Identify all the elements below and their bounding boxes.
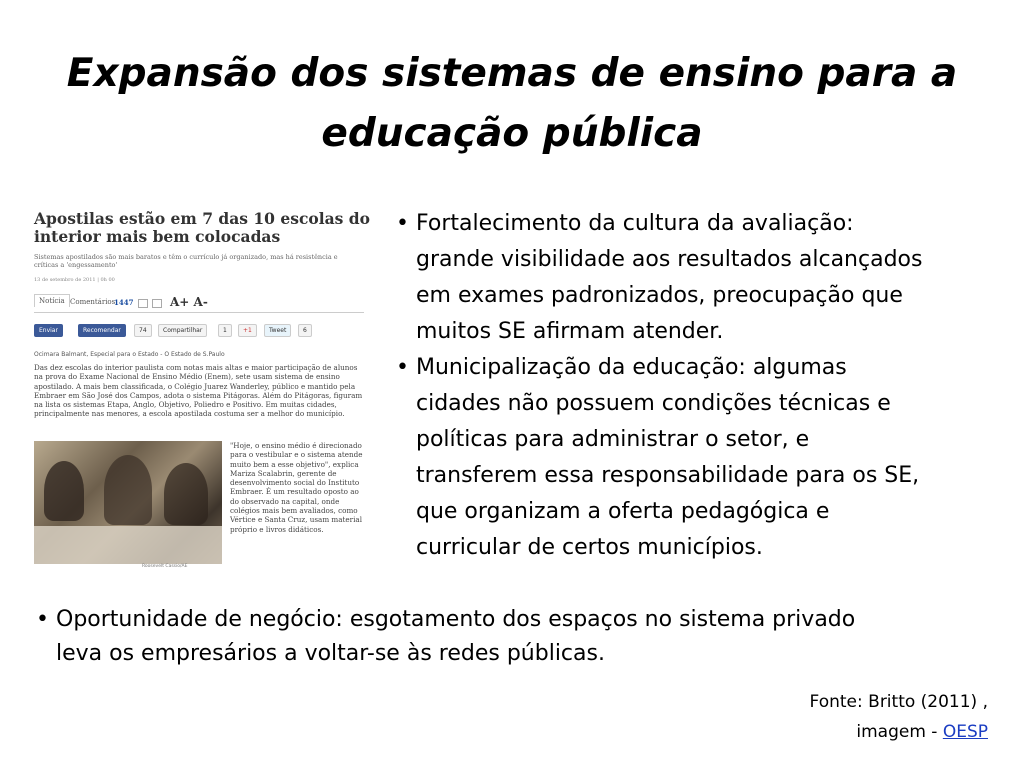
- bullet-line: Fortalecimento da cultura da avaliação:: [416, 211, 854, 236]
- bullet-business-opportunity: [32, 603, 1002, 671]
- bullet-marker: •: [396, 211, 409, 236]
- comentarios-count: 1447: [114, 298, 134, 307]
- bullet-marker: •: [396, 355, 409, 380]
- title-line-2: educação pública: [321, 111, 703, 156]
- bullet-line: curricular de certos municípios.: [416, 535, 763, 560]
- bullet-line: cidades não possuem condições técnicas e: [416, 391, 891, 416]
- clipping-subheadline: Sistemas apostilados são mais baratos e têm o currículo já organizado, mas há resistência e críticas a 'engessamento': [34, 253, 338, 269]
- clipping-body: Das dez escolas do interior paulista com notas mais altas e maior participação de alunos na prova do Exame Nacional de Ensino Médio (Enem), sete usam sistema de ensino apostilado. A mais bem classificada, o Colégio Juarez Wanderley, público e mantido pela Embraer em São José dos Campos, adota o sistema Pitágoras. Além do Pitágoras, figuram na lista os sistemas Etapa, Anglo, Objetivo, Poliedro e Positivo. Em muitas cidades, principalmente nas menores, a escola apostilada costuma ser a melhor do município.: [34, 363, 363, 419]
- clipping-headline: [34, 210, 370, 246]
- facebook-recommend-button: Recomendar: [78, 324, 126, 337]
- facebook-send-button: Enviar: [34, 324, 63, 337]
- clipping-headline-line-2: interior mais bem colocadas: [34, 227, 281, 246]
- tweet-button: Tweet: [264, 324, 291, 337]
- tab-comentarios: Comentários: [70, 298, 116, 306]
- desk: [34, 526, 222, 564]
- bullet-line: Municipalização da educação: algumas: [416, 355, 847, 380]
- source-image-prefix: imagem -: [856, 722, 943, 742]
- student-figure: [104, 455, 152, 525]
- clipping-tabs: [34, 294, 364, 313]
- bullet-line: leva os empresários a voltar-se às redes públicas.: [56, 641, 605, 666]
- bullet-municipalization: [392, 350, 1002, 566]
- bullets-right: [392, 206, 1002, 566]
- student-figure: [44, 461, 84, 521]
- tab-noticia: Notícia: [34, 294, 70, 307]
- bullet-line: transferem essa responsabilidade para os SE,: [416, 463, 920, 488]
- clipping-date: 13 de setembro de 2011 | 0h 00: [34, 277, 115, 283]
- clipping-share-bar: [34, 322, 364, 338]
- print-icon: [152, 299, 162, 308]
- bullet-line: muitos SE afirmam atender.: [416, 319, 724, 344]
- photo-caption: Roosevelt Cassio/AE: [142, 564, 188, 568]
- email-icon: [138, 299, 148, 308]
- bullet-business-body: [32, 603, 1002, 671]
- bullet-evaluation-culture: [392, 206, 1002, 350]
- students-photo: [34, 441, 222, 564]
- bullet-line: que organizam a oferta pedagógica e: [416, 499, 830, 524]
- clipping-quote: "Hoje, o ensino médio é direcionado para o vestibular e o sistema atende muito bem a esse objetivo", explica Mariza Scalabrin, gerente de desenvolvimento social do Instituto Embraer. É um resultado oposto ao do observado na capital, onde colégios mais bem avaliados, como Vértice e Santa Cruz, usam material próprio e livros didáticos.: [230, 441, 363, 534]
- source-line-2: [628, 717, 988, 747]
- source-line-1: Fonte: Britto (2011) ,: [809, 692, 988, 712]
- clipping-headline-line-1: Apostilas estão em 7 das 10 escolas do: [34, 210, 370, 228]
- source-citation: [628, 687, 988, 747]
- slide-title: [60, 44, 964, 164]
- font-size-control: A+ A-: [170, 295, 208, 309]
- share-count: 1: [218, 324, 232, 337]
- student-figure: [164, 463, 208, 525]
- bullet-marker: •: [36, 607, 49, 632]
- gplus-button: +1: [238, 324, 257, 337]
- bullet-line: Oportunidade de negócio: esgotamento dos espaços no sistema privado: [56, 607, 856, 632]
- title-line-1: Expansão dos sistemas de ensino para a: [66, 51, 958, 96]
- recommend-count: 74: [134, 324, 152, 337]
- tweet-count: 6: [298, 324, 312, 337]
- newspaper-clipping: [30, 210, 372, 568]
- linkedin-share-button: Compartilhar: [158, 324, 207, 337]
- oesp-link[interactable]: OESP: [942, 722, 988, 742]
- bullet-line: em exames padronizados, preocupação que: [416, 283, 903, 308]
- bullet-line: grande visibilidade aos resultados alcançados: [416, 247, 923, 272]
- clipping-author: Ocimara Balmant, Especial para o Estado - O Estado de S.Paulo: [34, 351, 225, 358]
- bullet-line: políticas para administrar o setor, e: [416, 427, 810, 452]
